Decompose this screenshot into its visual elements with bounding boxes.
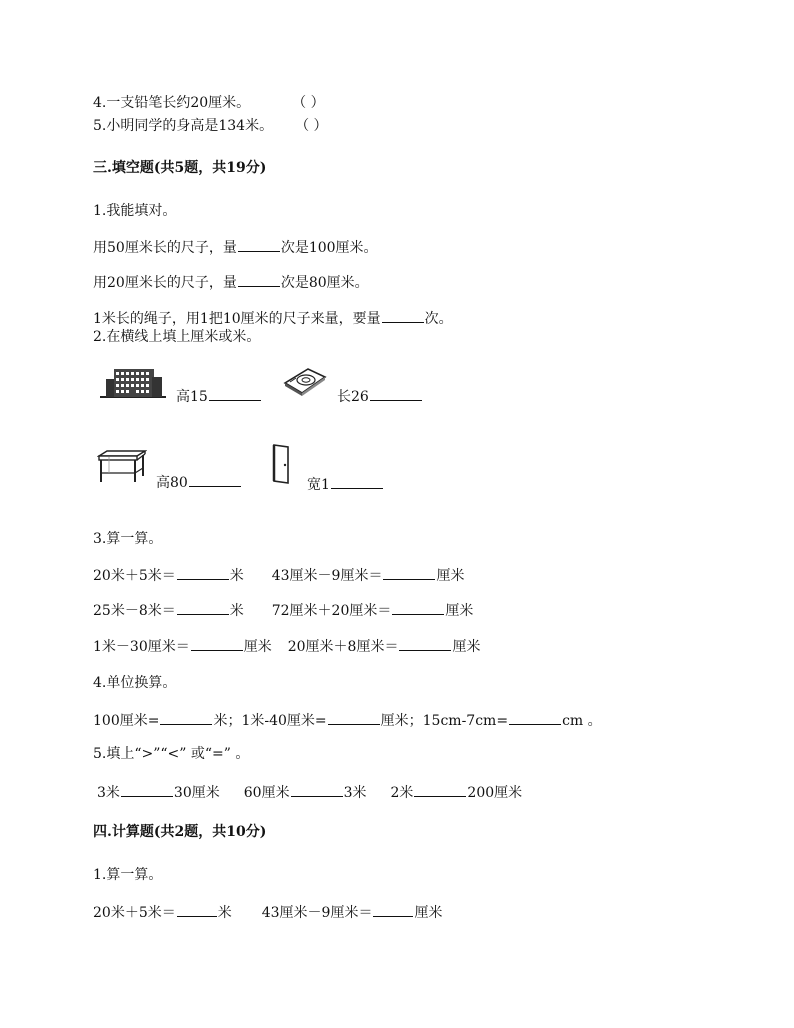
conversion-text: 米；1米-40厘米= <box>213 713 327 729</box>
tape-caption <box>337 386 423 406</box>
door-caption-text: 宽1 <box>307 477 330 493</box>
conversion-text: 厘米；15cm-7cm= <box>380 713 509 729</box>
compare-text: 30厘米 <box>173 785 220 801</box>
table-caption <box>156 472 242 492</box>
s3-q1-line2-a: 用20厘米长的尺子，量 <box>93 275 237 291</box>
building-caption-text: 高15 <box>176 389 208 405</box>
calc-expression: 72厘米＋20厘米＝ <box>271 603 392 619</box>
calc-unit: 厘米 <box>414 905 443 921</box>
compare-text: 60厘米 <box>243 785 290 801</box>
answer-blank[interactable] <box>382 308 424 323</box>
s3-q1-line1-b: 次是100厘米。 <box>280 240 378 256</box>
section4-heading: 四.计算题(共2题，共10分) <box>93 824 267 840</box>
judge-item-4-text: 4.一支铅笔长约20厘米。 <box>93 95 251 111</box>
answer-blank[interactable] <box>177 902 217 917</box>
answer-blank[interactable] <box>370 386 422 401</box>
answer-blank[interactable] <box>373 902 413 917</box>
calc-unit: 米 <box>229 568 244 584</box>
compare-text: 3米 <box>343 785 367 801</box>
calc-unit: 厘米 <box>445 603 474 619</box>
s3-q1-line3-a: 1米长的绳子，用1把10厘米的尺子来量，要量 <box>93 311 381 327</box>
answer-blank[interactable] <box>399 636 451 651</box>
calc-expression: 43厘米－9厘米＝ <box>261 905 373 921</box>
section3-heading: 三.填空题(共5题，共19分) <box>93 160 267 176</box>
calc-expression: 25米－8米＝ <box>93 603 176 619</box>
answer-paren[interactable]: （ ） <box>295 118 328 134</box>
s3-q4-title: 4.单位换算。 <box>93 675 177 691</box>
s3-q1-line3 <box>93 308 453 328</box>
answer-blank[interactable] <box>209 386 261 401</box>
answer-blank[interactable] <box>291 782 343 797</box>
answer-blank[interactable] <box>238 272 280 287</box>
answer-blank[interactable] <box>383 565 435 580</box>
calc-unit: 厘米 <box>436 568 465 584</box>
answer-blank[interactable] <box>414 782 466 797</box>
answer-blank[interactable] <box>331 474 383 489</box>
s3-q1-line1-a: 用50厘米长的尺子，量 <box>93 240 237 256</box>
s4-q1-row <box>93 902 442 922</box>
calc-expression: 1米－30厘米＝ <box>93 639 190 655</box>
tape-measure-icon <box>282 367 328 397</box>
answer-blank[interactable] <box>392 600 444 615</box>
answer-blank[interactable] <box>328 710 380 725</box>
s3-q5-title: 5.填上“>”“<” 或“=” 。 <box>93 746 250 762</box>
calc-unit: 米 <box>229 603 244 619</box>
answer-blank[interactable] <box>189 472 241 487</box>
s3-q1-line3-b: 次。 <box>424 311 453 327</box>
s3-q1-title: 1.我能填对。 <box>93 203 177 219</box>
s3-q3-row2 <box>93 600 473 620</box>
s3-q5-compare <box>97 782 522 802</box>
calc-unit: 米 <box>217 905 232 921</box>
compare-text: 3米 <box>97 785 120 801</box>
s3-q2-title: 2.在横线上填上厘米或米。 <box>93 329 261 345</box>
tape-caption-text: 长26 <box>337 389 369 405</box>
compare-text: 2米 <box>390 785 414 801</box>
calc-expression: 20厘米＋8厘米＝ <box>287 639 399 655</box>
answer-blank[interactable] <box>160 710 212 725</box>
judge-item-4 <box>93 94 325 112</box>
calc-expression: 43厘米－9厘米＝ <box>271 568 383 584</box>
answer-blank[interactable] <box>177 600 229 615</box>
s3-q3-title: 3.算一算。 <box>93 531 163 547</box>
calc-expression: 20米＋5米＝ <box>93 568 176 584</box>
s4-q1-title: 1.算一算。 <box>93 867 163 883</box>
calc-expression: 20米＋5米＝ <box>93 905 176 921</box>
answer-blank[interactable] <box>191 636 243 651</box>
s3-q1-line2-b: 次是80厘米。 <box>280 275 369 291</box>
s3-q3-row3 <box>93 636 480 656</box>
s3-q3-row1 <box>93 565 464 585</box>
answer-blank[interactable] <box>509 710 561 725</box>
door-icon <box>270 443 292 485</box>
judge-item-5 <box>93 117 328 135</box>
conversion-text: cm 。 <box>562 713 602 729</box>
building-icon <box>100 365 166 399</box>
calc-unit: 厘米 <box>243 639 272 655</box>
answer-blank[interactable] <box>177 565 229 580</box>
conversion-text: 100厘米= <box>93 713 160 729</box>
s3-q4-conversion <box>93 710 602 730</box>
compare-text: 200厘米 <box>467 785 523 801</box>
judge-item-5-text: 5.小明同学的身高是134米。 <box>93 118 274 134</box>
answer-blank[interactable] <box>121 782 173 797</box>
building-caption <box>176 386 262 406</box>
s3-q1-line2 <box>93 272 369 292</box>
door-caption <box>307 474 384 494</box>
table-caption-text: 高80 <box>156 475 188 491</box>
s3-q1-line1 <box>93 237 378 257</box>
table-icon <box>97 449 147 485</box>
answer-paren[interactable]: （ ） <box>292 95 325 111</box>
calc-unit: 厘米 <box>452 639 481 655</box>
answer-blank[interactable] <box>238 237 280 252</box>
